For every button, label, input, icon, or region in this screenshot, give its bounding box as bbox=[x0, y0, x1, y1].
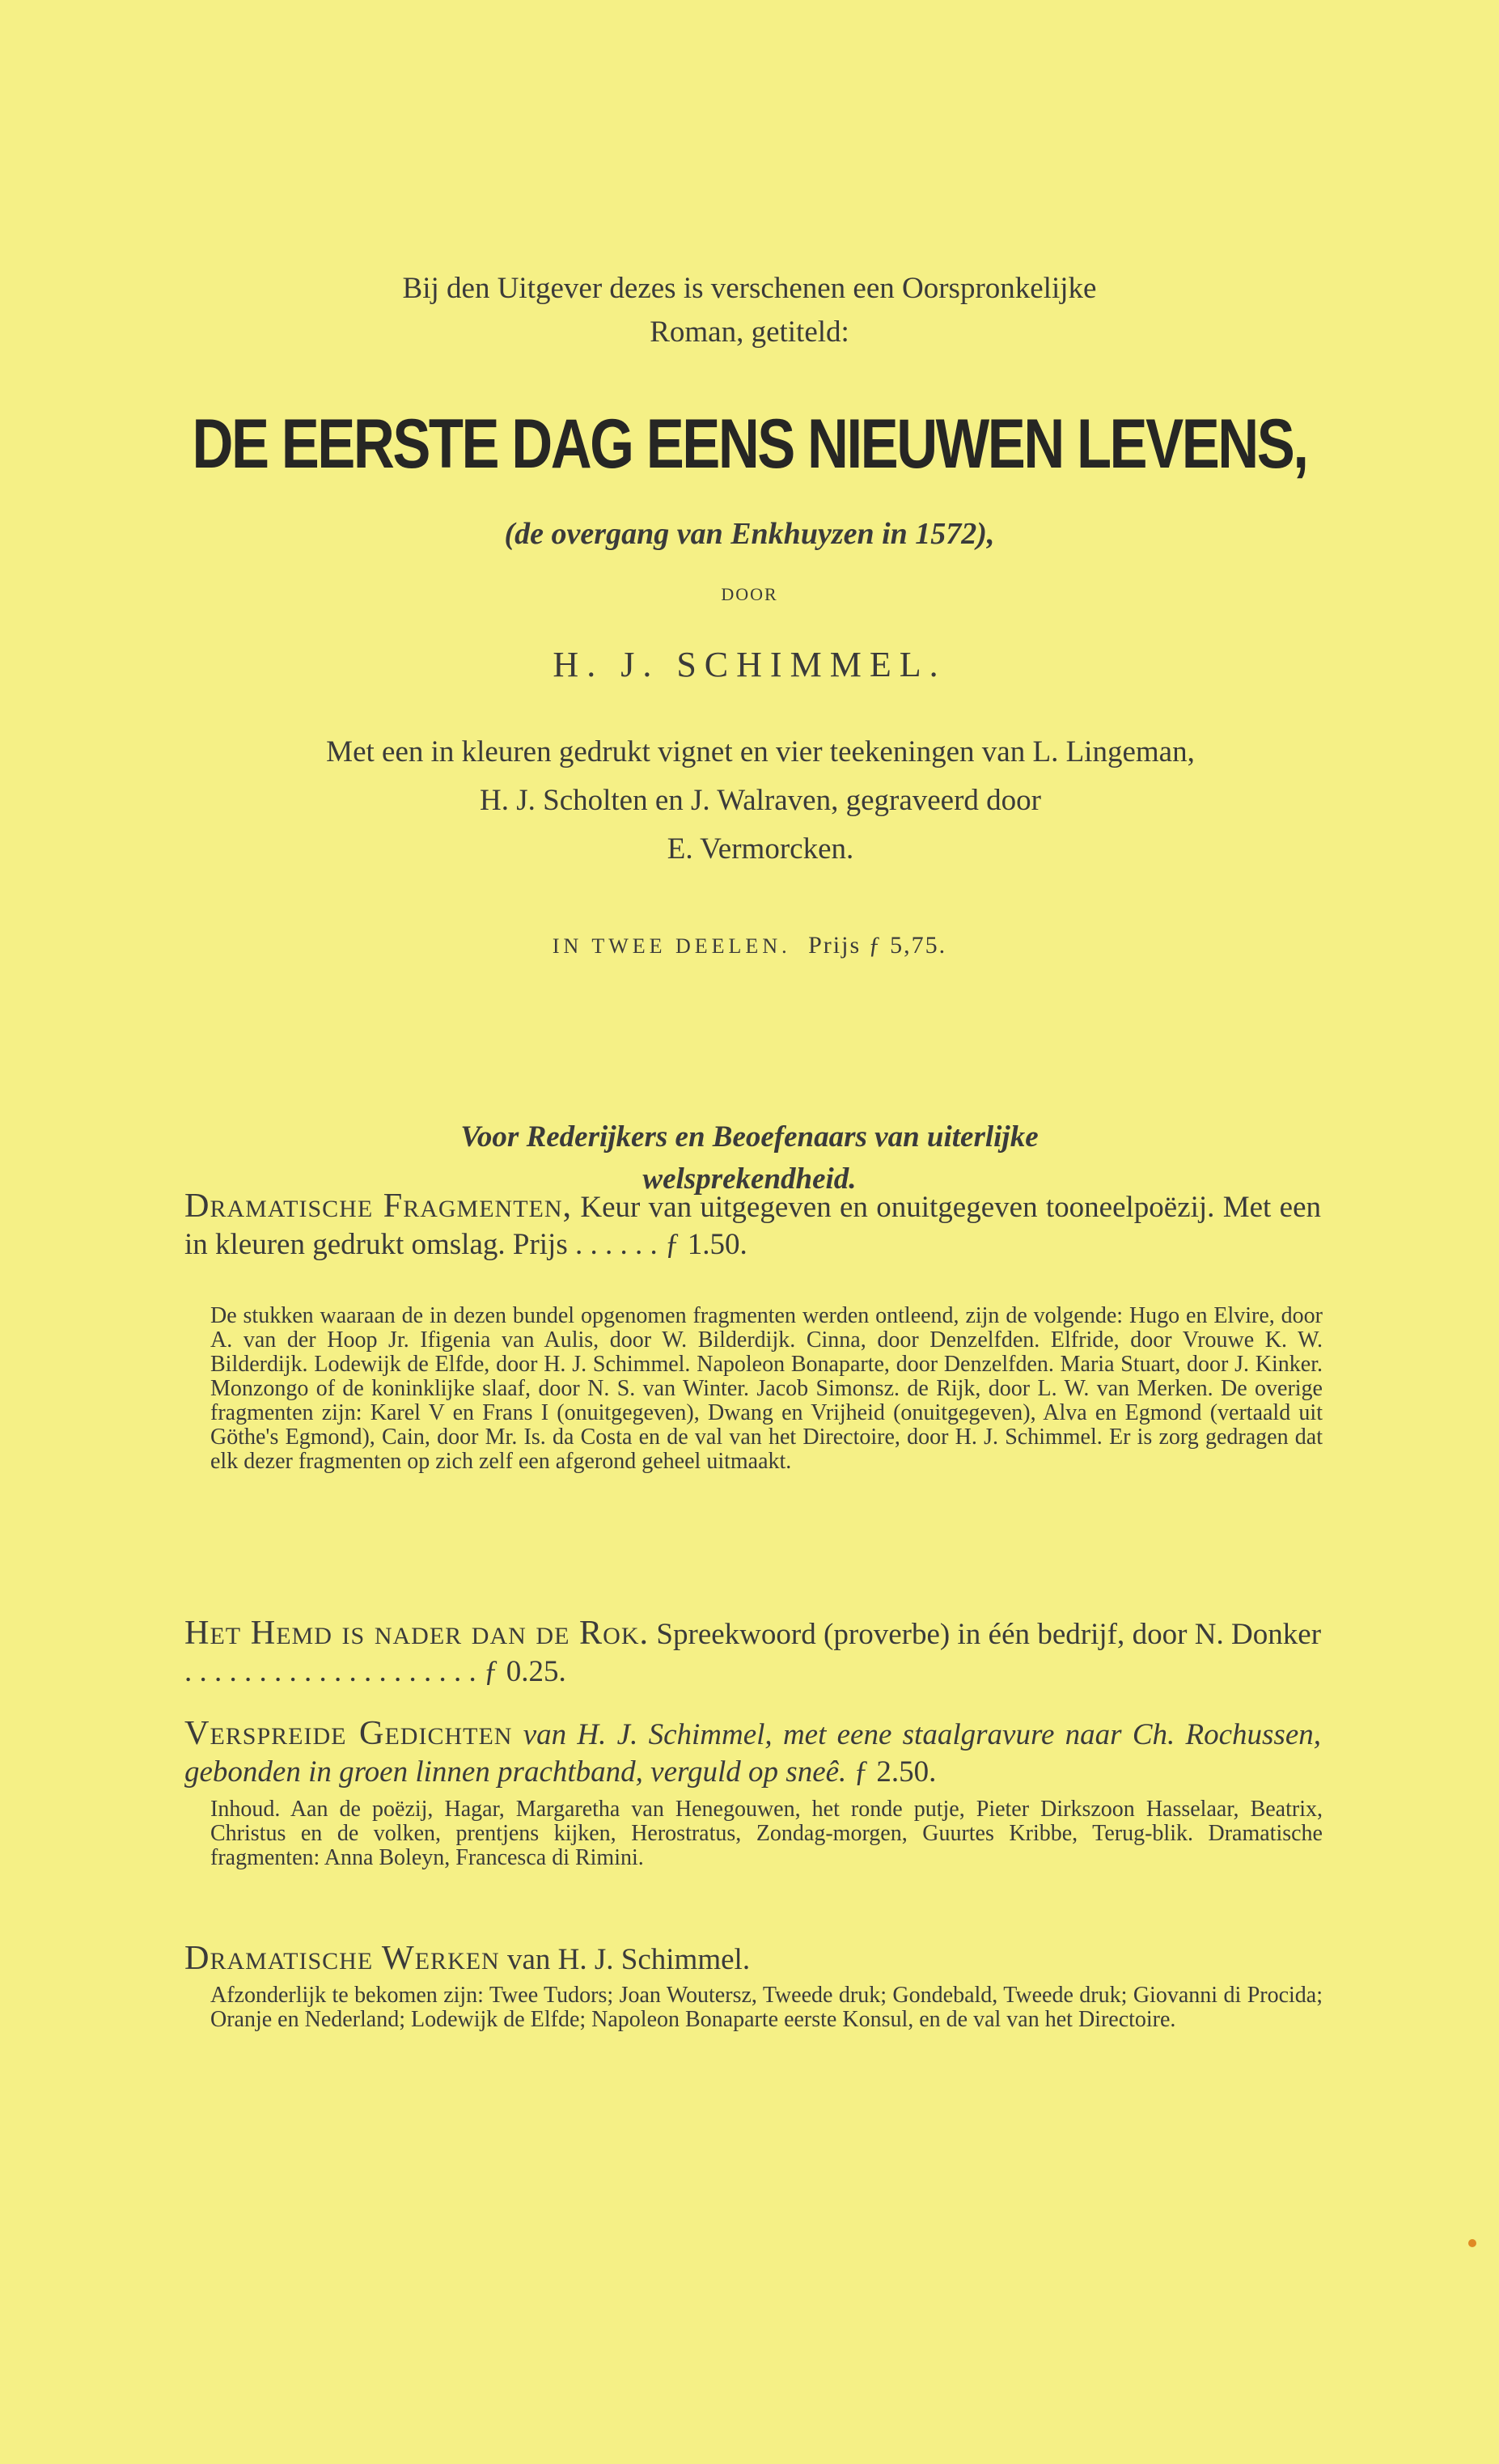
entry-het-hemd bbox=[184, 1615, 1321, 1691]
book-subtitle: (de overgang van Enkhuyzen in 1572), bbox=[504, 517, 995, 551]
by-label: DOOR bbox=[721, 584, 778, 604]
credits-line-2: H. J. Scholten en J. Walraven, gegraveerd door bbox=[480, 784, 1041, 817]
entry-description: van H. J. Schimmel. bbox=[506, 1943, 751, 1976]
volumes-label: IN TWEE DEELEN. bbox=[552, 934, 791, 958]
book-price: Prijs ƒ 5,75. bbox=[808, 932, 947, 959]
entry-dramatische-werken bbox=[184, 1940, 1321, 1979]
entry-description: Keur van uitgegeven en onuitgegeven tooneelpoëzij. Met een in kleuren gedrukt omslag. Prijs bbox=[184, 1191, 1321, 1261]
credits-line-1: Met een in kleuren gedrukt vignet en vier teekeningen van L. Lingeman, bbox=[326, 735, 1195, 768]
intro-line-2: Roman, getiteld: bbox=[650, 315, 849, 349]
book-title: DE EERSTE DAG EENS NIEUWEN LEVENS, bbox=[192, 405, 1307, 483]
section-heading-line-1: Voor Rederijkers en Beoefenaars van uiterlijke bbox=[460, 1120, 1039, 1154]
entry-description: van H. J. Schimmel, met eene staalgravure naar Ch. Rochussen, gebonden in groen linnen prachtband, verguld op sneê. bbox=[184, 1718, 1321, 1789]
entry-title: Het Hemd is nader dan de Rok. bbox=[184, 1614, 650, 1652]
illustration-credits bbox=[182, 728, 1339, 874]
entry-note-werken: Afzonderlijk te bekomen zijn: Twee Tudors; Joan Woutersz, Tweede druk; Gondebald, Tweede druk; Giovanni di Procida; Oranje en Nederland; Lodewijk de Elfde; Napoleon Bonaparte eerste Konsul, en de val van het Directoire. bbox=[210, 1983, 1323, 2032]
entry-title: Dramatische Fragmenten, bbox=[184, 1187, 573, 1225]
entry-note-inhoud: Inhoud. Aan de poëzij, Hagar, Margaretha van Henegouwen, het ronde putje, Pieter Dirkszoon Hasselaar, Beatrix, Christus en de volken, prentjens kijken, Herostratus, Zondag-morgen, Guurtes Kribbe, Terug-blik. Dramatische fragmenten: Anna Boleyn, Francesca di Rimini. bbox=[210, 1797, 1323, 1870]
entry-price: ƒ 2.50. bbox=[853, 1755, 937, 1789]
entry-verspreide-gedichten bbox=[184, 1715, 1321, 1791]
author-name: H. J. SCHIMMEL. bbox=[553, 645, 946, 684]
entry-dramatische-fragmenten bbox=[184, 1188, 1321, 1264]
section-heading-line-2: welsprekendheid. bbox=[642, 1162, 857, 1196]
ink-stain bbox=[1468, 2239, 1476, 2247]
entry-title: Dramatische Werken bbox=[184, 1939, 500, 1977]
entry-price: . . . . . . ƒ 1.50. bbox=[575, 1228, 747, 1261]
entry-price: . . . . . . . . . . . . . . . . . . . . ƒ 0.25. bbox=[184, 1655, 566, 1688]
entry-description: Spreekwoord (proverbe) in één bedrijf, door N. Donker bbox=[656, 1618, 1322, 1651]
volumes-and-price bbox=[0, 932, 1499, 959]
intro-line-1: Bij den Uitgever dezes is verschenen een Oorspronkelijke bbox=[402, 272, 1097, 305]
entry-title: Verspreide Gedichten bbox=[184, 1714, 513, 1752]
credits-line-3: E. Vermorcken. bbox=[667, 832, 854, 866]
entry-note-fragmenten: De stukken waaraan de in dezen bundel opgenomen fragmenten werden ontleend, zijn de volgende: Hugo en Elvire, door A. van der Hoop Jr. Ifigenia van Aulis, door W. Bilderdijk. Cinna, door Denzelfden. Elfride, door Vrouwe K. W. Bilderdijk. Lodewijk de Elfde, door H. J. Schimmel. Napoleon Bonaparte, door Denzelfden. Maria Stuart, door J. Kinker. Monzongo of de koninklijke slaaf, door N. S. van Winter. Jacob Simonsz. de Rijk, door L. W. van Merken. De overige fragmenten zijn: Karel V en Frans I (onuitgegeven), Dwang en Vrijheid (onuitgegeven), Alva en Egmond (vertaald uit Göthe's Egmond), Cain, door Mr. Is. da Costa en de val van het Directoire, door H. J. Schimmel. Er is zorg gedragen dat elk dezer fragmenten op zich zelf een afgerond geheel uitmaakt. bbox=[210, 1303, 1323, 1474]
publisher-intro bbox=[0, 267, 1499, 354]
